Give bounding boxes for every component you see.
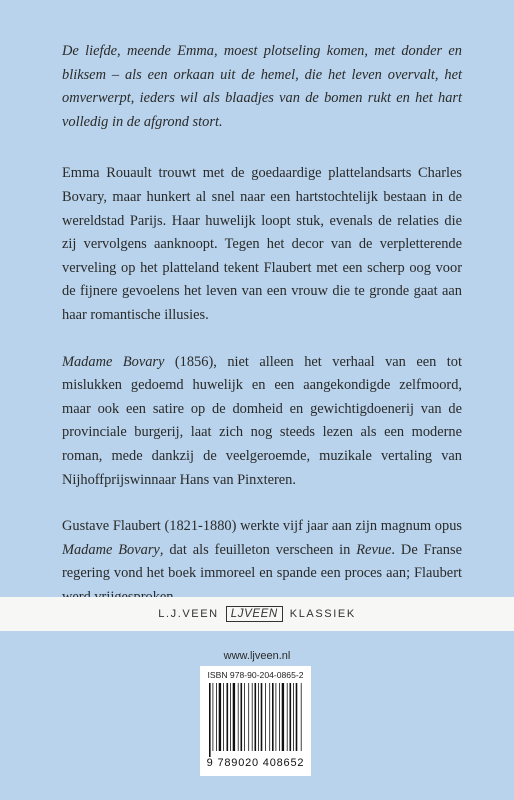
barcode-bar xyxy=(248,683,249,751)
novel-description-paragraph: Madame Bovary (1856), niet alleen het verhaal van een tot mislukken gedoemd huwelijk en een aangekondigde zelfmoord, maar ook een satire op de domheid en gewichtigdoenerij van de provinciale burgerij, laat zich nog steeds lezen als een moderne roman, mede dankzij de veelgeroemde, muzikale vertaling van Nijhoffprijswinnaar Hans van Pinxteren. xyxy=(62,353,462,488)
barcode-bar xyxy=(233,683,235,751)
barcode-panel xyxy=(200,666,311,776)
barcode-bar xyxy=(223,683,224,751)
barcode-bar xyxy=(287,683,288,751)
barcode-bar xyxy=(241,683,243,751)
barcode-bar xyxy=(290,683,292,751)
barcode-bar xyxy=(252,683,253,751)
barcode-bar xyxy=(255,683,257,751)
isbn-text: ISBN 978-90-204-0865-2 xyxy=(207,670,304,680)
publisher-band xyxy=(0,597,514,631)
publisher-website: www.ljveen.nl xyxy=(223,650,291,662)
blurb-text xyxy=(62,40,462,632)
synopsis-paragraph: Emma Rouault trouwt met de goedaardige plattelandsarts Charles Bovary, maar hunkert al snel naar een hartstochtelijk bestaan in de wereldstad Parijs. Haar huwelijk loopt stuk, evenals de relaties die zij vervolgens aanknoopt. Tegen het decor van de verpletterende verveling op het platteland tekent Flaubert met een scherp oog voor de fijnere gevoelens het leven van een vrouw die te gronde gaat aan haar romantische illusies. xyxy=(62,165,462,323)
barcode-bar xyxy=(261,683,263,751)
barcode-icon xyxy=(209,683,302,757)
barcode-bar xyxy=(272,683,274,751)
publisher-logo: L.J.VEEN LJVEEN KLASSIEK xyxy=(158,608,356,620)
barcode-bar xyxy=(265,683,266,751)
barcode-bar xyxy=(296,683,298,751)
barcode-bar xyxy=(209,683,211,757)
barcode-bar xyxy=(244,683,245,751)
barcode-bar xyxy=(238,683,239,751)
book-title: Madame Bovary xyxy=(62,353,165,370)
barcode-bar xyxy=(301,683,302,751)
opening-quote: De liefde, meende Emma, moest plotseling komen, met donder en bliksem – als een orkaan uit de hemel, die het leven overvalt, het omverwerpt, ieders wil als blaadjes van de bomen rukt en het hart volledig in de afgrond stort. xyxy=(62,43,462,130)
publisher-logo-box: LJVEEN xyxy=(226,606,283,622)
barcode-bar xyxy=(216,683,217,751)
journal-title: Revue xyxy=(356,541,392,558)
barcode-bar xyxy=(227,683,229,751)
barcode-bar xyxy=(276,683,277,751)
author-paragraph: Gustave Flaubert (1821-1880) werkte vijf jaar aan zijn magnum opus Madame Bovary, dat als feuilleton verscheen in Revue. De Franse regering vond het boek immoreel en spande een proces aan; Flaubert xyxy=(62,518,462,582)
book-title: Madame Bovary xyxy=(62,541,160,558)
barcode-bar xyxy=(293,683,294,751)
barcode-bar xyxy=(230,683,231,751)
barcode-number: 9 789020 408652 xyxy=(206,757,305,769)
barcode-bar xyxy=(279,683,280,751)
barcode-bar xyxy=(269,683,270,751)
barcode-bar xyxy=(219,683,221,751)
barcode-bar xyxy=(282,683,284,751)
barcode-bar xyxy=(213,683,214,751)
barcode-bar xyxy=(258,683,259,751)
